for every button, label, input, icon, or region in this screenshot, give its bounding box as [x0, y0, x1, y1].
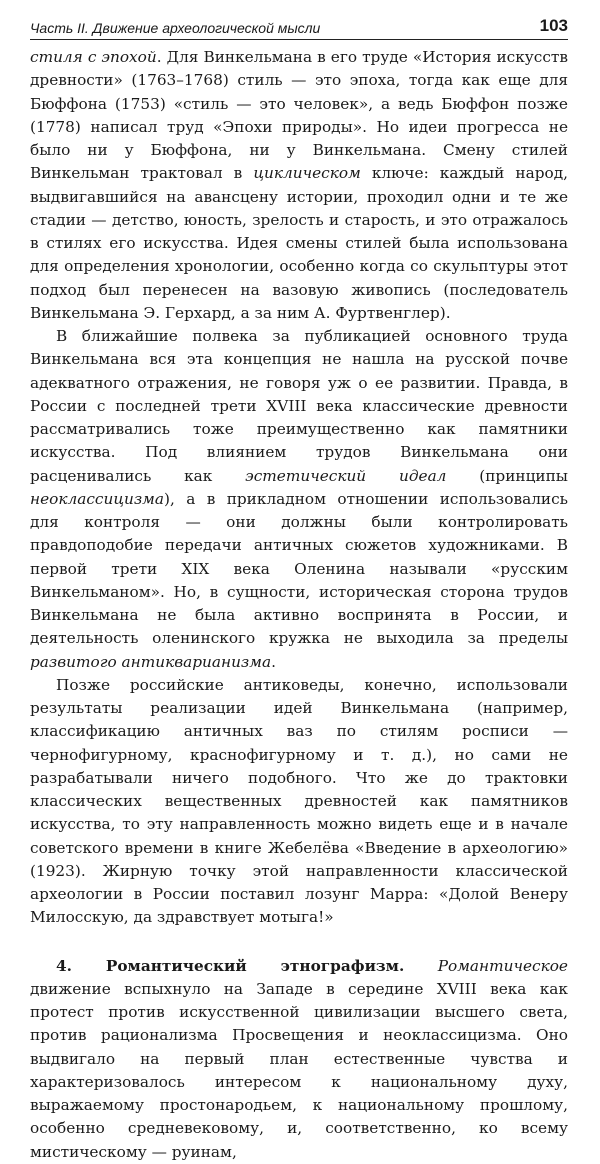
paragraph-1	[30, 46, 568, 325]
text-run: ), а в прикладном отношении использовались для контроля — они должны были контролировать правдоподобие передачи античных сюжетов художниками. В первой трети XIX века Оленина называли «русским Винкельманом». Но, в сущности, историческая сторона трудов Винкельмана не была активно воспринята в России, и деятельность оленинского кружка не выходила за пределы	[30, 489, 568, 648]
text-run: (принципы	[446, 466, 568, 485]
text-run: ключе: каждый народ, выдвигавшийся на авансцену истории, проходил одни и те же стадии — детство, юность, зрелость и старость, и это отражалось в стилях его искусства. Идея смены стилей была использована для определения хронологии, особенно когда со скульптуры этот подход был перенесен на вазовую живопись (последователь Винкельмана Э. Герхард, а за ним А. Фуртвенглер).	[30, 164, 568, 322]
emphasis-text: неоклассицизма	[30, 489, 164, 508]
paragraph-3	[30, 674, 568, 930]
emphasis-text: эстетический идеал	[245, 466, 447, 485]
text-run: В ближайшие полвека за публикацией основного труда Винкельмана вся эта концепция не нашла на русской почве адекватного отражения, не говоря уж о ее развитии. Правда, в России с последней трети XVIII века классические древности рассматривались тоже преимущественно как памятники искусства. Под влиянием трудов Винкельмана они расценивались как	[30, 327, 568, 485]
text-run: .	[271, 652, 276, 671]
text-run	[404, 957, 437, 975]
text-run: движение вспыхнуло на Западе в середине XVIII века как протест против искусственной цивилизации высшего света, против рационализма Просвещения и неоклассицизма. Оно выдвигало на первый план естественные чувства и характеризовалось интересом к национальному духу, выражаемому простонародьем, к национальному прошлому, особенно средневековому, и, соответственно, ко всему мистическому — руинам,	[30, 979, 568, 1161]
paragraph-2	[30, 325, 568, 674]
emphasis-text: Романтическое	[437, 956, 568, 975]
emphasis-text: циклическом	[253, 164, 361, 183]
text-run: . Для Винкельмана в его труде «История искусств древности» (1763–1768) стиль — это эпоха, тогда как еще для Бюффона (1753) «стиль — это человек», а ведь Бюффон позже (1778) написал труд «Эпохи природы». Но идеи прогресса не было ни у Бюффона, ни у Винкельмана. Смену стилей Винкельман трактовал в	[30, 48, 568, 183]
emphasis-text: развитого антикварианизма	[30, 652, 272, 671]
emphasis-text: стиля с эпохой	[30, 48, 157, 66]
text-run: Позже российские антиковеды, конечно, использовали результаты реализации идей Винкельмана (например, классификацию античных ваз по стилям росписи — чернофигурному, краснофигурному и т. д.), но сами не разрабатывали ничего подобного. Что же до трактовки классических вещественных древностей как памятников искусства, то эту направленность можно видеть еще и в начале советского времени в книге Жебелёва «Введение в археологию» (1923). Жирную точку этой направленности классической археологии в России поставил лозунг Марра: «Долой Венеру Милосскую, да здравствует мотыга!»	[30, 675, 568, 927]
running-title: Часть II. Движение археологической мысли	[30, 20, 321, 36]
section-heading: 4. Романтический этнографизм.	[56, 956, 405, 975]
page-number: 103	[539, 16, 568, 35]
running-header	[30, 8, 568, 40]
body-text	[30, 46, 568, 1164]
section-4-paragraph	[30, 955, 568, 1164]
